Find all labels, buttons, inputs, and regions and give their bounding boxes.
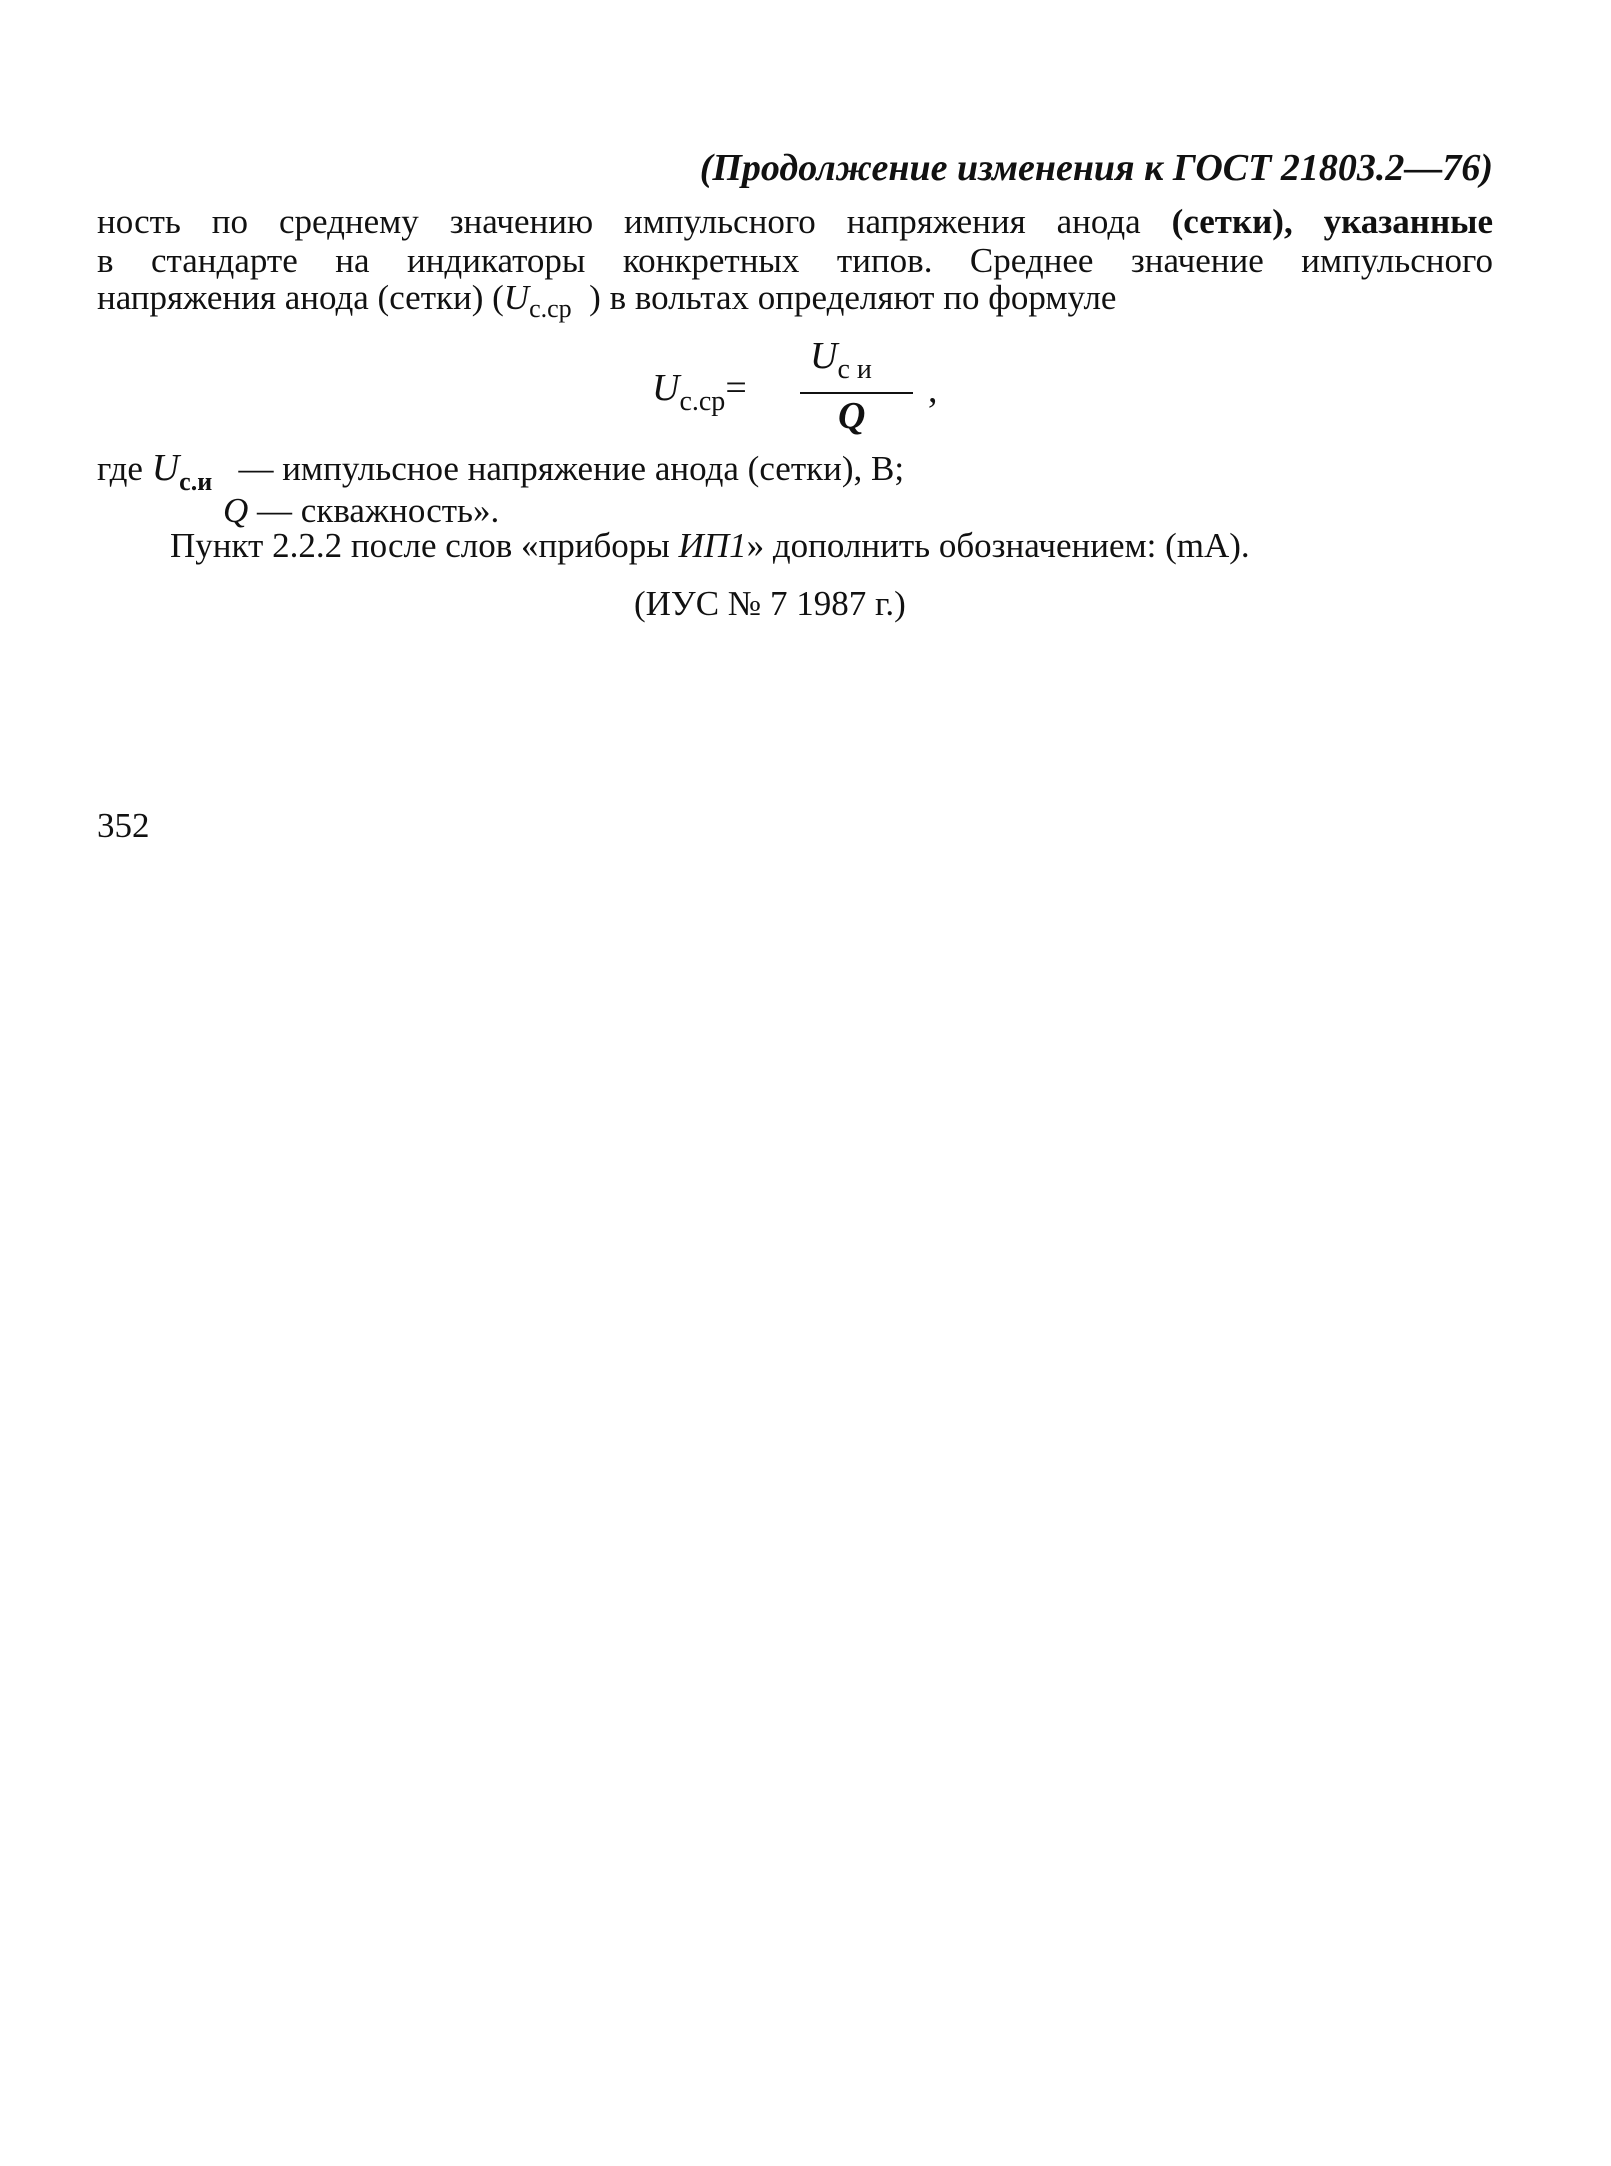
formula-denominator: Q: [838, 395, 866, 437]
amendment-paragraph: [170, 526, 1250, 566]
amendment-text-b: » дополнить обозначением: (mA).: [746, 526, 1250, 565]
formula-comma: ,: [928, 369, 938, 411]
amendment-text-a: Пункт 2.2.2 после слов «приборы: [170, 526, 670, 565]
formula: [652, 335, 952, 438]
body-line-3-subscript: с.ср: [529, 294, 572, 323]
definition-u-subscript: с.и: [179, 467, 213, 496]
definition-u-variable: U: [151, 447, 180, 489]
definition-q-text: — скважность».: [257, 491, 500, 530]
formula-lhs: [652, 366, 747, 418]
body-line-1-bold-text: (сетки), указанные: [1171, 202, 1494, 241]
definition-q-variable: Q: [223, 491, 249, 530]
body-line-3: [97, 279, 1493, 328]
definition-u-text: — импульсное напряжение анода (сетки), В;: [238, 449, 905, 488]
body-line-3-text-b: ) в вольтах определяют по формуле: [589, 278, 1117, 317]
body-line-3-text-a: напряжения анода (сетки) (: [97, 278, 504, 317]
body-line-3-variable: U: [503, 278, 530, 317]
formula-numerator-variable: U: [810, 335, 838, 377]
formula-numerator: [810, 334, 872, 386]
amendment-device-label: ИП1: [678, 526, 747, 565]
definition-q: [223, 491, 499, 531]
formula-lhs-variable: U: [652, 367, 680, 409]
body-line-2: в стандарте на индикаторы конкретных типов. Среднее значение импульсного: [97, 241, 1493, 280]
where-word: где: [97, 449, 143, 488]
formula-lhs-subscript: с.ср: [679, 386, 726, 417]
ius-reference: (ИУС № 7 1987 г.): [634, 584, 906, 623]
definition-u: [97, 446, 904, 497]
continuation-header: (Продолжение изменения к ГОСТ 21803.2—76): [699, 147, 1493, 189]
formula-equals: =: [725, 367, 747, 409]
body-line-1-text: ность по среднему значению импульсного напряжения анода: [97, 202, 1141, 241]
formula-numerator-subscript: с и: [837, 354, 872, 385]
page-number: 352: [97, 806, 150, 845]
body-line-1: [97, 203, 1493, 241]
